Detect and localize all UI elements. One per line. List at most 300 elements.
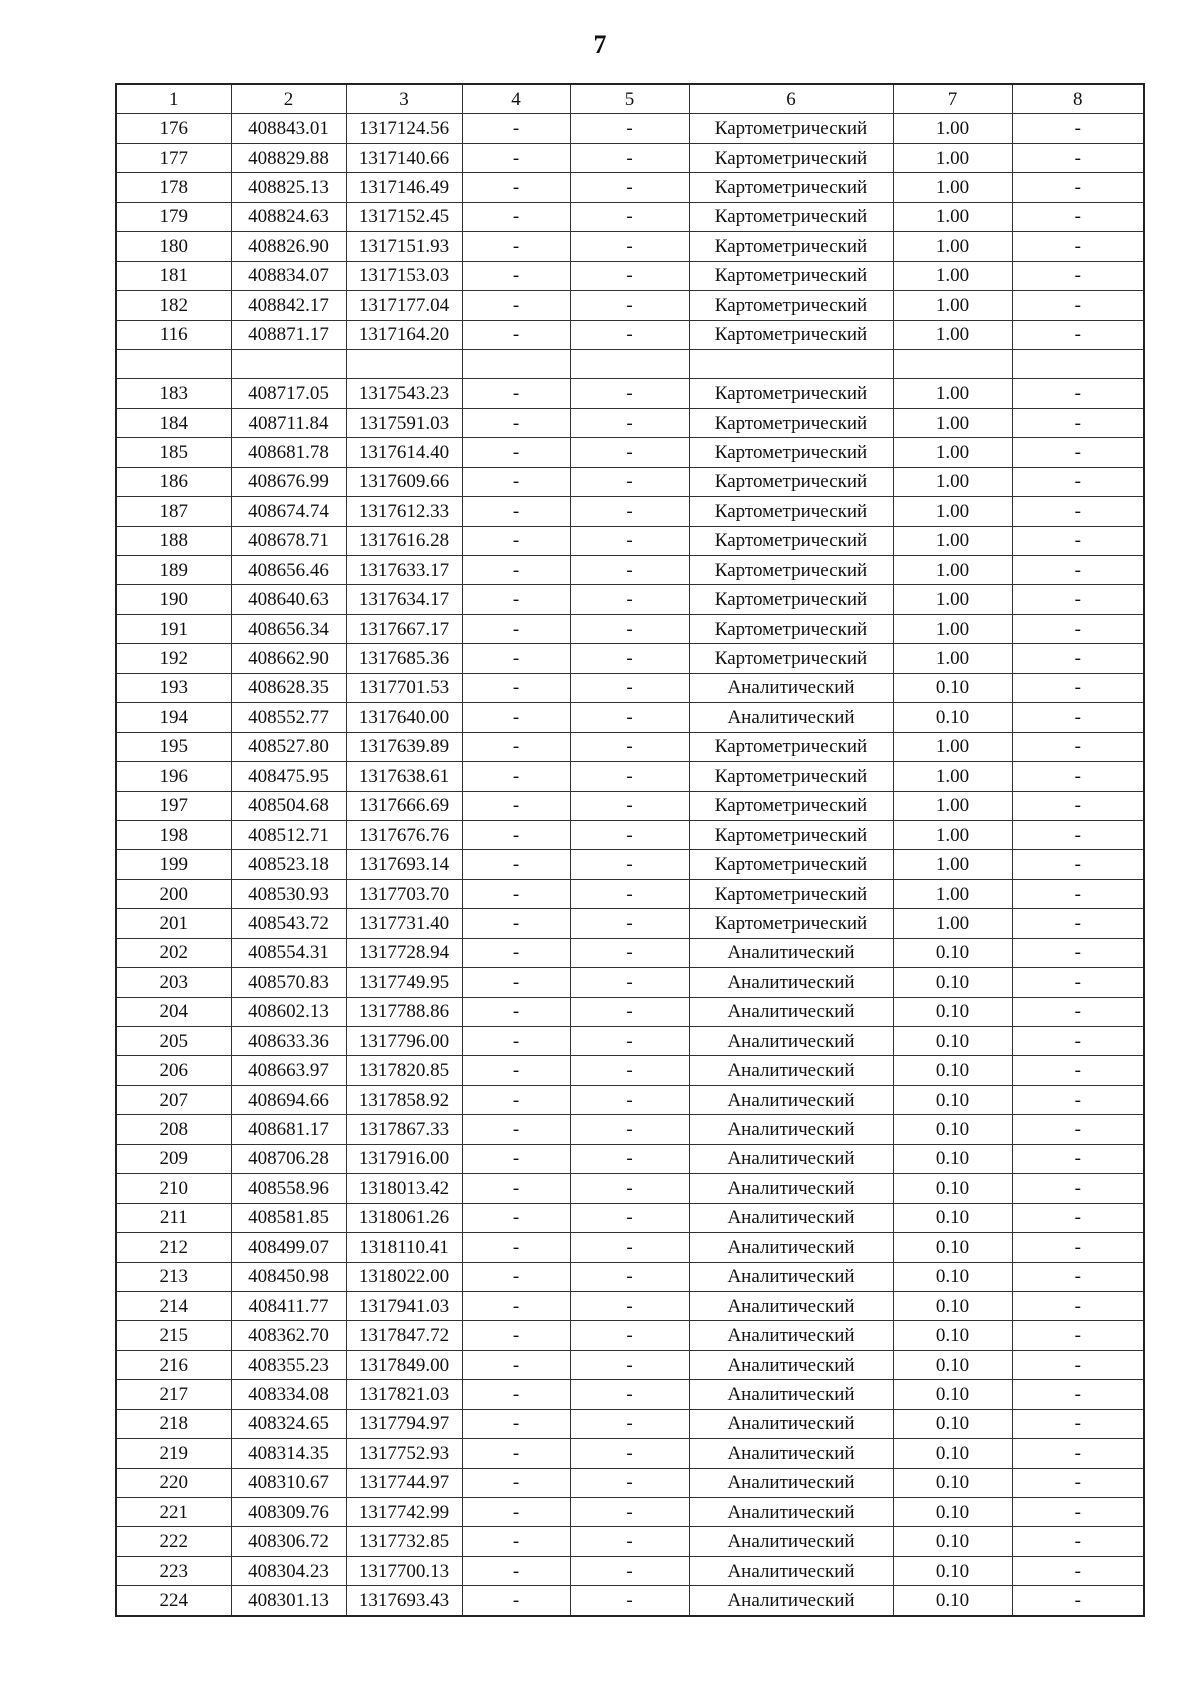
table-row — [116, 379, 1144, 408]
table-cell: - — [570, 1203, 689, 1232]
table-cell: 1.00 — [893, 850, 1012, 879]
table-row — [116, 526, 1144, 555]
table-cell: 213 — [116, 1262, 231, 1291]
table-cell: 1.00 — [893, 644, 1012, 673]
table-cell: Аналитический — [689, 1321, 893, 1350]
table-row — [116, 673, 1144, 702]
table-cell: 1.00 — [893, 467, 1012, 496]
table-row — [116, 585, 1144, 614]
table-row — [116, 1085, 1144, 1114]
table-cell: 199 — [116, 850, 231, 879]
table-cell: 1317794.97 — [346, 1409, 462, 1438]
table-cell: Картометрический — [689, 850, 893, 879]
table-cell: - — [570, 1085, 689, 1114]
table-cell: Аналитический — [689, 1233, 893, 1262]
table-cell: - — [462, 614, 570, 643]
table-cell: 408829.88 — [231, 143, 346, 172]
table-cell: 1317152.45 — [346, 202, 462, 231]
table-cell: 0.10 — [893, 1586, 1012, 1616]
table-cell: - — [1012, 1409, 1144, 1438]
table-cell — [116, 349, 231, 378]
table-cell: 1318022.00 — [346, 1262, 462, 1291]
table-cell: - — [462, 1321, 570, 1350]
table-cell: 1.00 — [893, 379, 1012, 408]
table-cell: - — [1012, 1321, 1144, 1350]
table-cell: 408552.77 — [231, 703, 346, 732]
table-cell: - — [462, 673, 570, 702]
table-cell: - — [570, 644, 689, 673]
table-cell: 408681.78 — [231, 438, 346, 467]
table-cell: Аналитический — [689, 1498, 893, 1527]
table-cell: - — [1012, 1468, 1144, 1497]
table-cell: 408706.28 — [231, 1144, 346, 1173]
table-cell: 184 — [116, 408, 231, 437]
table-row — [116, 1262, 1144, 1291]
table-cell: - — [462, 1291, 570, 1320]
table-cell: 1317616.28 — [346, 526, 462, 555]
table-row — [116, 408, 1144, 437]
table-cell: - — [462, 997, 570, 1026]
table-cell: 1317638.61 — [346, 762, 462, 791]
table-cell: 214 — [116, 1291, 231, 1320]
table-cell: 218 — [116, 1409, 231, 1438]
table-cell: 1317749.95 — [346, 968, 462, 997]
table-cell: 0.10 — [893, 1321, 1012, 1350]
table-cell: 188 — [116, 526, 231, 555]
table-cell: Картометрический — [689, 467, 893, 496]
table-cell: Аналитический — [689, 1262, 893, 1291]
table-cell: - — [462, 1556, 570, 1585]
table-cell: 210 — [116, 1174, 231, 1203]
table-cell: - — [570, 202, 689, 231]
table-row — [116, 467, 1144, 496]
table-cell: - — [570, 703, 689, 732]
table-cell: 408824.63 — [231, 202, 346, 231]
table-cell: - — [462, 1527, 570, 1556]
table-cell: - — [1012, 114, 1144, 143]
table-cell: 408711.84 — [231, 408, 346, 437]
table-cell: 0.10 — [893, 1144, 1012, 1173]
table-row — [116, 1056, 1144, 1085]
table-cell: Картометрический — [689, 732, 893, 761]
table-cell: 207 — [116, 1085, 231, 1114]
table-cell: 408681.17 — [231, 1115, 346, 1144]
table-cell: 221 — [116, 1498, 231, 1527]
table-cell: Аналитический — [689, 1350, 893, 1379]
table-cell: 190 — [116, 585, 231, 614]
table-cell: - — [462, 408, 570, 437]
table-row — [116, 291, 1144, 320]
table-row — [116, 143, 1144, 172]
table-cell: 1318110.41 — [346, 1233, 462, 1262]
table-cell: 408871.17 — [231, 320, 346, 349]
table-cell: 408301.13 — [231, 1586, 346, 1616]
table-row — [116, 1586, 1144, 1616]
table-row — [116, 1174, 1144, 1203]
table-cell: - — [570, 408, 689, 437]
table-cell: 408411.77 — [231, 1291, 346, 1320]
table-cell: 408656.46 — [231, 556, 346, 585]
table-cell: 1.00 — [893, 732, 1012, 761]
table-cell: 0.10 — [893, 1380, 1012, 1409]
table-cell: Картометрический — [689, 644, 893, 673]
table-cell: - — [462, 762, 570, 791]
table-cell: 1317693.14 — [346, 850, 462, 879]
table-cell: Картометрический — [689, 379, 893, 408]
table-cell: 408656.34 — [231, 614, 346, 643]
table-cell: 194 — [116, 703, 231, 732]
table-cell: - — [570, 1027, 689, 1056]
table-cell: 1317701.53 — [346, 673, 462, 702]
table-cell: - — [570, 173, 689, 202]
table-cell: - — [1012, 997, 1144, 1026]
table-cell: - — [462, 968, 570, 997]
table-cell: - — [1012, 202, 1144, 231]
table-cell: Картометрический — [689, 556, 893, 585]
table-cell: - — [570, 1586, 689, 1616]
table-row — [116, 909, 1144, 938]
table-cell: Аналитический — [689, 703, 893, 732]
table-cell: 178 — [116, 173, 231, 202]
table-cell — [570, 349, 689, 378]
table-row — [116, 438, 1144, 467]
table-cell: - — [570, 438, 689, 467]
table-cell: - — [462, 438, 570, 467]
table-cell: 177 — [116, 143, 231, 172]
table-cell: 1317916.00 — [346, 1144, 462, 1173]
table-cell: 186 — [116, 467, 231, 496]
table-cell: - — [570, 820, 689, 849]
table-cell: 1.00 — [893, 202, 1012, 231]
table-cell: 408355.23 — [231, 1350, 346, 1379]
table-cell: - — [1012, 497, 1144, 526]
table-cell: - — [570, 232, 689, 261]
table-cell: - — [1012, 732, 1144, 761]
table-cell: 201 — [116, 909, 231, 938]
table-cell: - — [570, 968, 689, 997]
table-cell: - — [1012, 1439, 1144, 1468]
table-cell: - — [462, 114, 570, 143]
table-cell: - — [462, 703, 570, 732]
table-cell: 1317667.17 — [346, 614, 462, 643]
table-cell: - — [1012, 291, 1144, 320]
table-row — [116, 1144, 1144, 1173]
table-cell: - — [570, 1409, 689, 1438]
table-cell: 1317700.13 — [346, 1556, 462, 1585]
table-cell: 1317639.89 — [346, 732, 462, 761]
table-cell: - — [570, 1056, 689, 1085]
table-cell: - — [462, 909, 570, 938]
table-cell: 211 — [116, 1203, 231, 1232]
table-cell: 196 — [116, 762, 231, 791]
table-cell: - — [570, 909, 689, 938]
table-cell: - — [1012, 585, 1144, 614]
table-cell: 209 — [116, 1144, 231, 1173]
table-row — [116, 791, 1144, 820]
table-cell: - — [462, 173, 570, 202]
table-cell: - — [1012, 1027, 1144, 1056]
table-cell: 1317849.00 — [346, 1350, 462, 1379]
table-cell: Аналитический — [689, 1586, 893, 1616]
table-cell: 408310.67 — [231, 1468, 346, 1497]
table-cell: 408825.13 — [231, 173, 346, 202]
table-cell: 187 — [116, 497, 231, 526]
table-cell: 408324.65 — [231, 1409, 346, 1438]
table-cell: - — [1012, 644, 1144, 673]
table-cell: - — [1012, 762, 1144, 791]
table-cell: - — [570, 1233, 689, 1262]
table-row — [116, 703, 1144, 732]
table-cell: 1317744.97 — [346, 1468, 462, 1497]
table-cell: - — [462, 1233, 570, 1262]
table-cell: 408717.05 — [231, 379, 346, 408]
table-cell: - — [1012, 1262, 1144, 1291]
table-cell: - — [1012, 909, 1144, 938]
table-cell: 0.10 — [893, 1027, 1012, 1056]
table-cell: - — [1012, 379, 1144, 408]
table-cell: 216 — [116, 1350, 231, 1379]
table-cell: 0.10 — [893, 1115, 1012, 1144]
table-cell — [231, 349, 346, 378]
table-cell: 1.00 — [893, 585, 1012, 614]
table-cell: 1317867.33 — [346, 1115, 462, 1144]
table-cell: 408543.72 — [231, 909, 346, 938]
table-row — [116, 1527, 1144, 1556]
table-row — [116, 997, 1144, 1026]
table-cell: 204 — [116, 997, 231, 1026]
table-cell: - — [1012, 408, 1144, 437]
table-header — [116, 84, 1144, 114]
table-cell — [346, 349, 462, 378]
table-cell: 408362.70 — [231, 1321, 346, 1350]
table-cell: - — [570, 379, 689, 408]
table-cell: - — [570, 1380, 689, 1409]
table-cell: 408334.08 — [231, 1380, 346, 1409]
table-cell: - — [462, 1115, 570, 1144]
table-cell: - — [1012, 261, 1144, 290]
table-cell: 0.10 — [893, 1556, 1012, 1585]
table-row — [116, 1233, 1144, 1262]
table-cell: - — [1012, 1498, 1144, 1527]
table-cell: - — [1012, 467, 1144, 496]
table-cell: 1.00 — [893, 291, 1012, 320]
table-cell: - — [1012, 173, 1144, 202]
column-header: 5 — [570, 84, 689, 114]
table-cell: - — [570, 850, 689, 879]
table-cell: - — [1012, 850, 1144, 879]
table-cell: 183 — [116, 379, 231, 408]
table-cell: - — [570, 732, 689, 761]
table-cell: - — [570, 526, 689, 555]
table-cell: 1317676.76 — [346, 820, 462, 849]
table-cell: Аналитический — [689, 938, 893, 967]
table-body — [116, 114, 1144, 1616]
page-number: 7 — [593, 30, 607, 59]
table-cell: - — [1012, 232, 1144, 261]
table-cell: - — [462, 850, 570, 879]
table-cell: - — [570, 467, 689, 496]
table-cell: 0.10 — [893, 673, 1012, 702]
table-cell: 1317821.03 — [346, 1380, 462, 1409]
table-cell: - — [570, 261, 689, 290]
table-cell: Картометрический — [689, 497, 893, 526]
table-cell: - — [1012, 1203, 1144, 1232]
table-cell: - — [570, 1350, 689, 1379]
table-cell: Аналитический — [689, 673, 893, 702]
table-row — [116, 349, 1144, 378]
table-cell: 1317614.40 — [346, 438, 462, 467]
table-cell: 1.00 — [893, 438, 1012, 467]
table-cell: 408842.17 — [231, 291, 346, 320]
table-row — [116, 1498, 1144, 1527]
table-cell: Картометрический — [689, 614, 893, 643]
table-cell: - — [570, 997, 689, 1026]
table-cell: - — [570, 1262, 689, 1291]
table-cell: - — [462, 202, 570, 231]
table-cell: Картометрический — [689, 438, 893, 467]
table-cell — [462, 349, 570, 378]
table-cell: 116 — [116, 320, 231, 349]
table-cell: - — [570, 1115, 689, 1144]
table-cell: 1317728.94 — [346, 938, 462, 967]
table-cell: 1317591.03 — [346, 408, 462, 437]
table-cell: Картометрический — [689, 261, 893, 290]
table-cell: 0.10 — [893, 1203, 1012, 1232]
table-cell: - — [462, 291, 570, 320]
table-cell: 408581.85 — [231, 1203, 346, 1232]
table-cell: 1317788.86 — [346, 997, 462, 1026]
table-cell: - — [462, 1439, 570, 1468]
table-row — [116, 850, 1144, 879]
table-cell: - — [462, 1380, 570, 1409]
table-cell: 193 — [116, 673, 231, 702]
table-cell: Картометрический — [689, 320, 893, 349]
table-cell: - — [570, 879, 689, 908]
table-cell: 408504.68 — [231, 791, 346, 820]
table-cell: - — [1012, 1085, 1144, 1114]
table-cell: 0.10 — [893, 1262, 1012, 1291]
table-cell: 1317140.66 — [346, 143, 462, 172]
table-cell: Аналитический — [689, 1174, 893, 1203]
table-cell: 1317685.36 — [346, 644, 462, 673]
table-cell: 1.00 — [893, 114, 1012, 143]
table-cell: - — [1012, 968, 1144, 997]
table-cell: Картометрический — [689, 232, 893, 261]
table-cell: 197 — [116, 791, 231, 820]
table-row — [116, 1321, 1144, 1350]
table-row — [116, 261, 1144, 290]
table-cell: - — [1012, 320, 1144, 349]
table-row — [116, 820, 1144, 849]
table-cell: Картометрический — [689, 408, 893, 437]
table-cell: - — [570, 114, 689, 143]
table-cell: 408676.99 — [231, 467, 346, 496]
table-cell: 408306.72 — [231, 1527, 346, 1556]
table-cell: Аналитический — [689, 1527, 893, 1556]
table-cell: 1.00 — [893, 526, 1012, 555]
table-row — [116, 938, 1144, 967]
table-cell: 408663.97 — [231, 1056, 346, 1085]
table-cell: - — [570, 1556, 689, 1585]
table-cell: 408558.96 — [231, 1174, 346, 1203]
table-cell: - — [1012, 556, 1144, 585]
table-row — [116, 644, 1144, 673]
table-cell: 1317153.03 — [346, 261, 462, 290]
table-cell: Аналитический — [689, 1027, 893, 1056]
table-cell: 1317543.23 — [346, 379, 462, 408]
table-cell: 1.00 — [893, 614, 1012, 643]
column-header: 2 — [231, 84, 346, 114]
table-cell: - — [462, 556, 570, 585]
table-cell: - — [570, 938, 689, 967]
table-cell: 1317941.03 — [346, 1291, 462, 1320]
table-row — [116, 202, 1144, 231]
table-cell: 408309.76 — [231, 1498, 346, 1527]
table-cell: 1317633.17 — [346, 556, 462, 585]
table-cell: 202 — [116, 938, 231, 967]
table-cell: - — [462, 497, 570, 526]
table-cell — [689, 349, 893, 378]
table-cell: - — [462, 526, 570, 555]
table-cell: - — [1012, 143, 1144, 172]
table-cell: - — [1012, 614, 1144, 643]
table-cell: 1317612.33 — [346, 497, 462, 526]
table-cell: - — [1012, 1380, 1144, 1409]
table-cell: Аналитический — [689, 1056, 893, 1085]
table-cell: - — [1012, 938, 1144, 967]
table-cell: 0.10 — [893, 1291, 1012, 1320]
table-cell: 198 — [116, 820, 231, 849]
table-cell: 1.00 — [893, 173, 1012, 202]
table-cell: Аналитический — [689, 1380, 893, 1409]
table-cell: - — [1012, 1527, 1144, 1556]
table-row — [116, 1439, 1144, 1468]
table-cell: 222 — [116, 1527, 231, 1556]
table-cell: 408304.23 — [231, 1556, 346, 1585]
coordinates-table — [115, 83, 1145, 1617]
table-row — [116, 614, 1144, 643]
table-row — [116, 1556, 1144, 1585]
table-cell: 203 — [116, 968, 231, 997]
table-cell: Картометрический — [689, 585, 893, 614]
table-cell: - — [570, 585, 689, 614]
table-cell: 0.10 — [893, 997, 1012, 1026]
table-cell: 1317151.93 — [346, 232, 462, 261]
table-cell: Аналитический — [689, 997, 893, 1026]
table-cell: 408499.07 — [231, 1233, 346, 1262]
table-cell: - — [462, 1498, 570, 1527]
table-row — [116, 556, 1144, 585]
table-cell: Картометрический — [689, 762, 893, 791]
table-cell: - — [462, 1468, 570, 1497]
table-cell: - — [570, 673, 689, 702]
column-header: 6 — [689, 84, 893, 114]
table-cell: - — [570, 143, 689, 172]
table-cell: 1.00 — [893, 762, 1012, 791]
column-header: 8 — [1012, 84, 1144, 114]
table-row — [116, 1380, 1144, 1409]
table-cell: 224 — [116, 1586, 231, 1616]
table-cell: 176 — [116, 114, 231, 143]
table-cell: - — [462, 791, 570, 820]
table-cell: 1317847.72 — [346, 1321, 462, 1350]
table-cell: 1.00 — [893, 408, 1012, 437]
column-header: 1 — [116, 84, 231, 114]
table-cell: 192 — [116, 644, 231, 673]
table-cell: - — [462, 379, 570, 408]
table-cell: 408602.13 — [231, 997, 346, 1026]
table-row — [116, 1203, 1144, 1232]
